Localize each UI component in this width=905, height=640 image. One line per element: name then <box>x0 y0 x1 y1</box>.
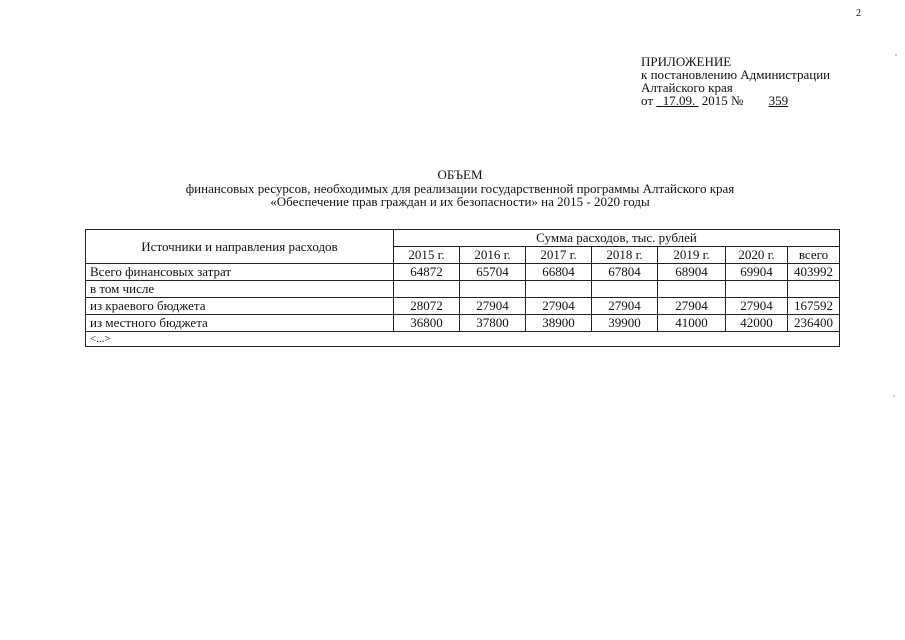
table-cell: 27904 <box>658 298 726 315</box>
annex-date-line <box>641 94 830 107</box>
table-row <box>86 315 840 332</box>
table-cell <box>592 281 658 298</box>
table-cell: 403992 <box>788 264 840 281</box>
annex-year: 2015 <box>701 93 728 108</box>
table-cell: 68904 <box>658 264 726 281</box>
header-row-1 <box>86 230 840 247</box>
table-cell: 39900 <box>592 315 658 332</box>
table-cell: 167592 <box>788 298 840 315</box>
annex-date <box>656 93 698 108</box>
table-cell <box>394 281 460 298</box>
table-cell: 36800 <box>394 315 460 332</box>
scan-speck <box>893 395 895 397</box>
title-line-1: финансовых ресурсов, необходимых для реализации государственной программы Алтайского края <box>185 180 735 196</box>
table-cell: 27904 <box>726 298 788 315</box>
annex-header <box>641 55 830 107</box>
column-header: 2015 г. <box>394 247 460 264</box>
table-cell: 27904 <box>460 298 526 315</box>
table-cell: 27904 <box>592 298 658 315</box>
number-sign: № <box>731 93 744 108</box>
title-main: ОБЪЕМ <box>437 167 483 182</box>
column-header: 2019 г. <box>658 247 726 264</box>
column-header: 2018 г. <box>592 247 658 264</box>
table-cell <box>526 281 592 298</box>
column-header: всего <box>788 247 840 264</box>
table-cell <box>658 281 726 298</box>
row-label: Всего финансовых затрат <box>86 264 394 281</box>
row-label: из местного бюджета <box>86 315 394 332</box>
column-header: 2020 г. <box>726 247 788 264</box>
annex-number: 359 <box>768 93 789 108</box>
table-row <box>86 281 840 298</box>
table-cell: 28072 <box>394 298 460 315</box>
column-header: 2017 г. <box>526 247 592 264</box>
row-label: в том числе <box>86 281 394 298</box>
finance-table <box>85 229 840 347</box>
scan-speck <box>895 54 897 56</box>
title-line-2: «Обеспечение прав граждан и их безопасности» на 2015 - 2020 годы <box>270 194 650 209</box>
table-row <box>86 298 840 315</box>
page-number: 2 <box>856 8 861 19</box>
column-header: 2016 г. <box>460 247 526 264</box>
omission-note: <...> <box>86 332 840 347</box>
table-cell: 38900 <box>526 315 592 332</box>
table-cell: 64872 <box>394 264 460 281</box>
header-source: Источники и направления расходов <box>86 230 394 264</box>
table-cell <box>788 281 840 298</box>
table-cell <box>726 281 788 298</box>
table-cell <box>460 281 526 298</box>
table-cell: 67804 <box>592 264 658 281</box>
date-prefix: от <box>641 93 654 108</box>
annex-line-3: Алтайского края <box>641 80 733 95</box>
annex-line-2: к постановлению Администрации <box>641 67 831 82</box>
table-cell: 27904 <box>526 298 592 315</box>
table-cell: 37800 <box>460 315 526 332</box>
table-cell: 65704 <box>460 264 526 281</box>
header-sum: Сумма расходов, тыс. рублей <box>394 230 840 247</box>
note-row <box>86 332 840 347</box>
annex-heading: ПРИЛОЖЕНИЕ <box>641 54 732 69</box>
document-title <box>80 168 840 209</box>
table-row <box>86 264 840 281</box>
table-cell: 66804 <box>526 264 592 281</box>
annex-date-value: 17.09. <box>662 93 696 108</box>
row-label: из краевого бюджета <box>86 298 394 315</box>
table-cell: 236400 <box>788 315 840 332</box>
table-cell: 69904 <box>726 264 788 281</box>
table-cell: 42000 <box>726 315 788 332</box>
table-cell: 41000 <box>658 315 726 332</box>
